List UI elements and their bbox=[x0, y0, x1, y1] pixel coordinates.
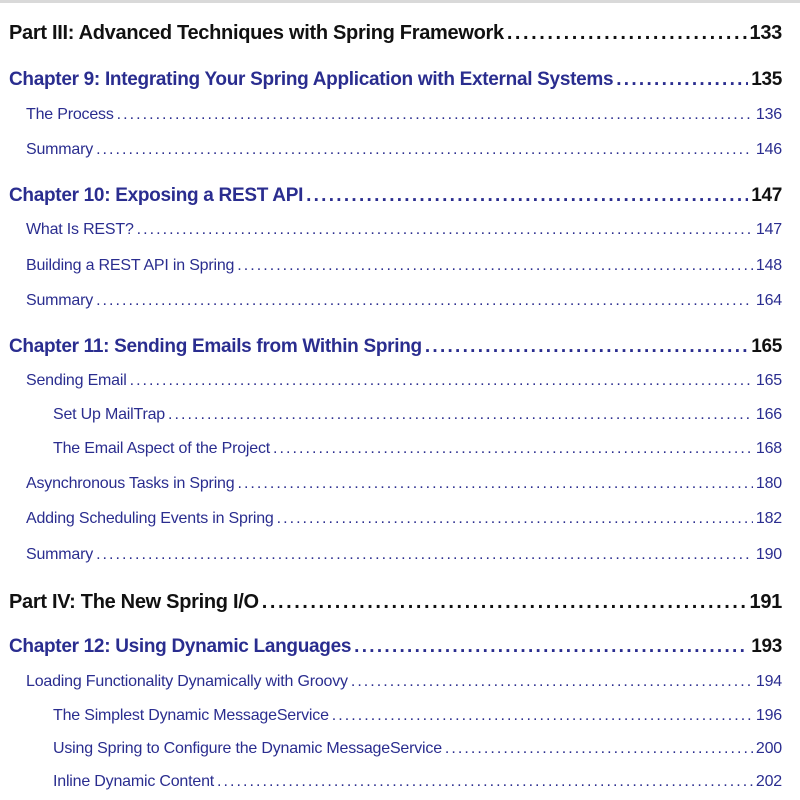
toc-entry-section[interactable] bbox=[0, 510, 782, 528]
dot-leader bbox=[130, 372, 753, 390]
toc-entry-page-number: 164 bbox=[755, 292, 782, 309]
toc-entry-subsection[interactable] bbox=[0, 740, 782, 758]
toc-entry-page-number: 147 bbox=[755, 221, 782, 238]
toc-entry-section[interactable] bbox=[0, 106, 782, 124]
dot-leader bbox=[273, 440, 753, 458]
toc-entry-subsection[interactable] bbox=[0, 406, 782, 424]
toc-entry-section[interactable] bbox=[0, 673, 782, 691]
toc-entry-page-number: 202 bbox=[755, 773, 782, 790]
toc-entry-page-number: 165 bbox=[755, 372, 782, 389]
dot-leader bbox=[616, 69, 748, 91]
top-rule-divider bbox=[0, 0, 800, 3]
toc-entry-page-number: 193 bbox=[751, 636, 782, 657]
toc-entry-title: Building a REST API in Spring bbox=[26, 257, 235, 274]
dot-leader bbox=[137, 221, 753, 239]
toc-entry-section[interactable] bbox=[0, 546, 782, 564]
toc-entry-title: Adding Scheduling Events in Spring bbox=[26, 510, 274, 527]
dot-leader bbox=[96, 141, 753, 159]
toc-entry-page-number: 135 bbox=[751, 69, 782, 90]
toc-entry-title: Chapter 11: Sending Emails from Within Spring bbox=[9, 336, 422, 357]
toc-entry-title: Chapter 10: Exposing a REST API bbox=[9, 185, 304, 206]
dot-leader bbox=[237, 475, 752, 493]
toc-entry-section[interactable] bbox=[0, 257, 782, 275]
toc-entry-part-4[interactable] bbox=[0, 591, 782, 614]
toc-entry-page-number: 133 bbox=[749, 22, 782, 44]
dot-leader bbox=[237, 257, 753, 275]
toc-entry-page-number: 166 bbox=[755, 406, 782, 423]
toc-entry-page-number: 147 bbox=[751, 185, 782, 206]
dot-leader bbox=[351, 673, 753, 691]
toc-entry-title: Part III: Advanced Techniques with Spring Framework bbox=[9, 22, 504, 44]
toc-entry-title: Chapter 9: Integrating Your Spring Application with External Systems bbox=[9, 69, 614, 90]
toc-entry-title: Summary bbox=[26, 141, 94, 158]
toc-entry-page-number: 168 bbox=[755, 440, 782, 457]
toc-entry-page-number: 194 bbox=[755, 673, 782, 690]
toc-entry-title: Chapter 12: Using Dynamic Languages bbox=[9, 636, 352, 657]
toc-entry-page-number: 196 bbox=[755, 707, 782, 724]
dot-leader bbox=[332, 707, 753, 725]
toc-entry-subsection[interactable] bbox=[0, 440, 782, 458]
toc-entry-subsection[interactable] bbox=[0, 773, 782, 791]
toc-entry-section[interactable] bbox=[0, 292, 782, 310]
dot-leader bbox=[354, 636, 748, 658]
toc-entry-subsection[interactable] bbox=[0, 707, 782, 725]
dot-leader bbox=[262, 591, 747, 614]
dot-leader bbox=[507, 22, 747, 45]
toc-entry-page-number: 191 bbox=[749, 591, 782, 613]
toc-entry-page-number: 180 bbox=[755, 475, 782, 492]
toc-entry-title: Part IV: The New Spring I/O bbox=[9, 591, 259, 613]
toc-entry-page-number: 165 bbox=[751, 336, 782, 357]
dot-leader bbox=[306, 185, 748, 207]
toc-entry-part-3[interactable] bbox=[0, 22, 782, 45]
toc-entry-title: The Email Aspect of the Project bbox=[53, 440, 271, 457]
toc-entry-section[interactable] bbox=[0, 475, 782, 493]
toc-entry-title: Inline Dynamic Content bbox=[53, 773, 215, 790]
toc-entry-title: Summary bbox=[26, 292, 94, 309]
toc-entry-title: Using Spring to Configure the Dynamic MessageService bbox=[53, 740, 442, 757]
toc-entry-page-number: 190 bbox=[755, 546, 782, 563]
dot-leader bbox=[96, 546, 753, 564]
toc-entry-page-number: 148 bbox=[755, 257, 782, 274]
toc-entry-chapter-10[interactable] bbox=[0, 185, 782, 207]
dot-leader bbox=[445, 740, 753, 758]
dot-leader bbox=[96, 292, 753, 310]
dot-leader bbox=[425, 336, 748, 358]
toc-entry-chapter-11[interactable] bbox=[0, 336, 782, 358]
toc-entry-page-number: 200 bbox=[755, 740, 782, 757]
toc-entry-section[interactable] bbox=[0, 372, 782, 390]
toc-entry-title: Asynchronous Tasks in Spring bbox=[26, 475, 235, 492]
toc-entry-title: Set Up MailTrap bbox=[53, 406, 166, 423]
toc-entry-chapter-9[interactable] bbox=[0, 69, 782, 91]
toc-entry-title: The Process bbox=[26, 106, 114, 123]
toc-entry-chapter-12[interactable] bbox=[0, 636, 782, 658]
dot-leader bbox=[217, 773, 753, 791]
toc-entry-page-number: 136 bbox=[755, 106, 782, 123]
toc-entry-section[interactable] bbox=[0, 221, 782, 239]
toc-entry-title: What Is REST? bbox=[26, 221, 134, 238]
toc-entry-title: Summary bbox=[26, 546, 94, 563]
toc-entry-page-number: 146 bbox=[755, 141, 782, 158]
toc-entry-section[interactable] bbox=[0, 141, 782, 159]
toc-entry-title: Sending Email bbox=[26, 372, 127, 389]
toc-entry-title: The Simplest Dynamic MessageService bbox=[53, 707, 329, 724]
toc-entry-page-number: 182 bbox=[755, 510, 782, 527]
toc-entry-title: Loading Functionality Dynamically with Groovy bbox=[26, 673, 348, 690]
dot-leader bbox=[117, 106, 753, 124]
dot-leader bbox=[168, 406, 753, 424]
dot-leader bbox=[277, 510, 753, 528]
